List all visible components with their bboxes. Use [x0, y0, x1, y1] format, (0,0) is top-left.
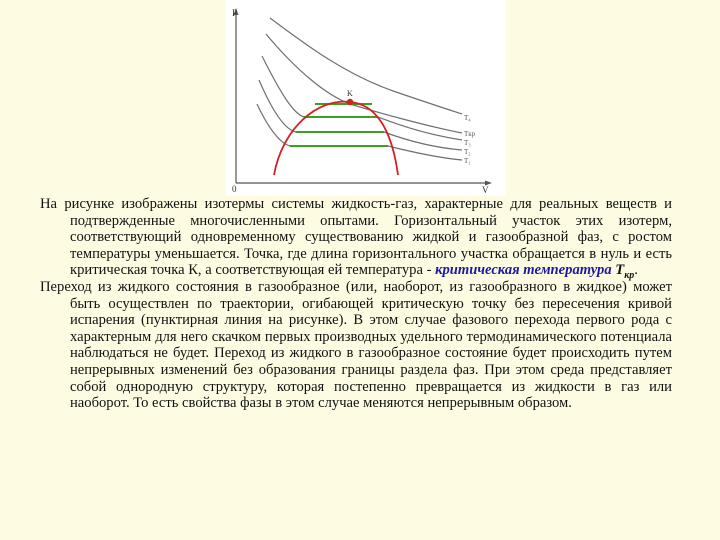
critical-point	[347, 99, 353, 105]
label-t4: T₄	[464, 114, 471, 122]
paragraph-isotherms-text: На рисунке изображены изотермы системы жидкость-газ, характерные для реальных веществ и подтвержденные многочисленными опытами. Горизонтальный участок этих изотерм, соответствующий одновременному существованию жидкой и газообразной фаз, с ростом температуры уменьшается. Точка, где длина горизонтального участка обращается в нуль и есть критическая точка К, а соответствующая ей температура -	[40, 196, 672, 279]
label-t3: T₃	[464, 139, 471, 147]
label-t2: T₂	[464, 148, 471, 156]
t-symbol: T	[615, 262, 625, 279]
isotherm-t2	[259, 80, 462, 150]
critical-point-label: K	[347, 89, 353, 98]
critical-temperature-term: критическая температура	[435, 262, 612, 279]
isotherm-plot	[226, 0, 506, 196]
isotherm-diagram	[226, 0, 506, 196]
body-text	[40, 196, 672, 412]
p-axis-label: P	[232, 8, 238, 18]
origin-label: 0	[232, 184, 237, 194]
isotherm-t4	[270, 18, 462, 114]
isotherm-t3	[262, 56, 462, 140]
paragraph-isotherms-end: .	[634, 262, 638, 279]
paragraph-transition: Переход из жидкого состояния в газообразное (или, наоборот, из газообразного в жидкое) может быть осуществлен по траектории, огибающей критическую точку без пересечения кривой испарения (пунктирная линия на рисунке). В этом случае фазового перехода первого рода с характерным для него скачком первых производных удельного термодинамического потенциала наблюдаться не будет. Переход из жидкого в газообразное состояние будет происходить путем непрерывных изменений без образования границы раздела фаз. При этом среда представляет собой однородную структуру, которая постепенно превращается из жидкости в газ или наоборот. То есть свойства фазы в этом случае меняются непрерывным образом.	[40, 278, 672, 412]
critical-temperature-symbol	[615, 262, 635, 282]
v-axis-label: V	[482, 185, 489, 195]
isotherm-tcr	[266, 34, 462, 133]
t-subscript: кр	[624, 270, 635, 282]
label-t1: T₁	[464, 157, 471, 165]
paragraph-isotherms	[40, 196, 672, 282]
label-tcr: Tкр	[464, 130, 476, 138]
